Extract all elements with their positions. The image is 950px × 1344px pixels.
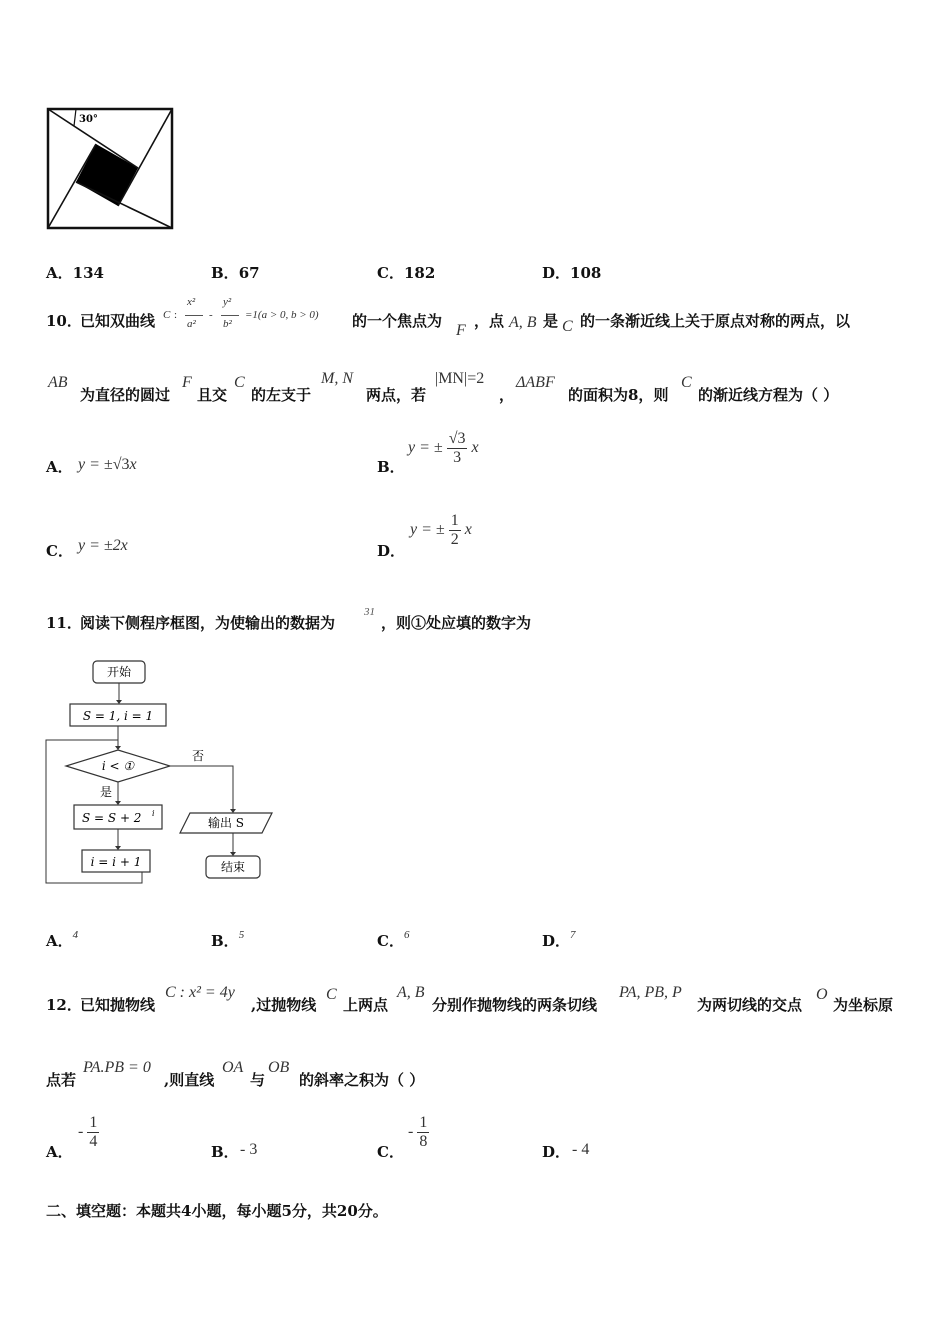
q10-text-12: 的渐近线方程为（ ） <box>698 386 839 404</box>
q10-math-MN: M, N <box>321 370 353 387</box>
q9-option-c: C．182 <box>377 264 436 282</box>
q10-math-AB2: AB <box>48 374 68 391</box>
q12-math-dot: PA.PB = 0 <box>83 1059 151 1076</box>
q12-option-d: - 4 <box>572 1141 590 1158</box>
q12-text-1: 已知抛物线 <box>80 996 156 1014</box>
q10-text-5: 的一条渐近线上关于原点对称的两点，以 <box>580 312 851 330</box>
flow-update-s: S = S + 2 <box>82 811 142 825</box>
q12-option-a-label: A． <box>46 1143 73 1161</box>
q10-option-d: y = ± $\frac{1}{2}$ x <box>410 512 472 548</box>
flow-condition: i < ① <box>101 759 135 773</box>
q12-number: 12． <box>46 996 82 1014</box>
q12-option-b: - 3 <box>240 1141 258 1158</box>
q10-text-6: 为直径的圆过 <box>80 386 171 404</box>
q12-option-a: - $\frac{1}{4}$ <box>78 1114 98 1150</box>
flowchart <box>42 656 282 892</box>
q12-text-2: ,过抛物线 <box>251 996 317 1014</box>
q10-text-3: ，点 <box>474 312 505 330</box>
flow-no: 否 <box>192 749 205 763</box>
q11-option-d: D．$^7$ <box>542 929 576 950</box>
q10-option-a-label: A． <box>46 458 73 476</box>
q12-math-C2: C <box>326 986 337 1003</box>
q12-text-8: ,则直线 <box>164 1071 215 1089</box>
q12-text-10: 的斜率之积为（ ） <box>299 1071 425 1089</box>
q10-math-triangle: ΔABF <box>516 374 555 391</box>
flow-init: S = 1, i = 1 <box>82 709 154 723</box>
q10-number: 10． <box>46 312 82 330</box>
q12-option-b-label: B． <box>211 1143 239 1161</box>
q11-option-a: A．$^4$ <box>46 929 79 950</box>
q10-text-4: 是 <box>543 312 559 330</box>
q11-option-b: B．$^5$ <box>211 929 245 950</box>
q12-text-6: 为坐标原 <box>833 996 894 1014</box>
flow-end: 结束 <box>220 860 246 874</box>
q10-math-C3: C <box>234 374 245 391</box>
angle-label: 30° <box>79 114 98 125</box>
q10-text-8: 的左支于 <box>251 386 312 404</box>
q12-math-PAPB: PA, PB, P <box>619 984 682 1001</box>
q10-math-MNabs: |MN|=2 <box>435 370 485 387</box>
q10-math-F: F <box>456 322 466 339</box>
q12-math-parabola: C : x² = 4y <box>165 984 235 1001</box>
q12-math-OB: OB <box>268 1059 290 1076</box>
q11-math-31: 31 <box>364 606 375 618</box>
q10-text-11: 的面积为8，则 <box>568 386 669 404</box>
square-figure <box>46 106 176 232</box>
q11-number: 11． <box>46 614 82 632</box>
q9-option-a: A．134 <box>46 264 104 282</box>
q12-math-OA: OA <box>222 1059 244 1076</box>
flow-update-i: i = i + 1 <box>90 855 142 869</box>
q12-option-c-label: C． <box>377 1143 404 1161</box>
q10-math-AB: A, B <box>509 314 537 331</box>
q11-option-c: C．$^6$ <box>377 929 410 950</box>
flow-output: 输出 S <box>207 816 245 830</box>
q10-math-F2: F <box>182 374 192 391</box>
q11-text-2: ，则①处应填的数字为 <box>381 614 532 632</box>
flow-exponent: i <box>152 809 155 818</box>
q10-text-10: ， <box>499 386 515 404</box>
q12-math-O: O <box>816 986 828 1003</box>
q12-option-c: - $\frac{1}{8}$ <box>408 1114 428 1150</box>
q12-text-3: 上两点 <box>343 996 389 1014</box>
section-2-heading: 二、填空题：本题共4小题，每小题5分，共20分。 <box>46 1202 388 1220</box>
q9-option-b: B．67 <box>211 264 260 282</box>
q10-text-9: 两点，若 <box>366 386 427 404</box>
q10-option-b: y = ± $\frac{√3}{3}$ x <box>408 430 479 466</box>
q11-text-1: 阅读下侧程序框图，为使输出的数据为 <box>80 614 336 632</box>
q12-text-4: 分别作抛物线的两条切线 <box>432 996 598 1014</box>
q10-text-7: 且交 <box>197 386 228 404</box>
q9-option-d: D．108 <box>542 264 602 282</box>
flow-start: 开始 <box>106 665 132 679</box>
q10-option-a: y = ±√3x <box>78 456 137 473</box>
q10-text-1: 已知双曲线 <box>80 312 156 330</box>
q10-option-d-label: D． <box>377 542 406 560</box>
q10-text-2: 的一个焦点为 <box>352 312 443 330</box>
q12-text-9: 与 <box>250 1071 266 1089</box>
q10-option-b-label: B． <box>377 458 405 476</box>
q12-text-7: 点若 <box>46 1071 77 1089</box>
q12-math-AB: A, B <box>397 984 425 1001</box>
q12-text-5: 为两切线的交点 <box>697 996 803 1014</box>
q10-option-c: y = ±2x <box>78 537 128 554</box>
q10-option-c-label: C． <box>46 542 73 560</box>
q10-math-C4: C <box>681 374 692 391</box>
q10-math-C2: C <box>562 318 573 335</box>
q12-option-d-label: D． <box>542 1143 571 1161</box>
flow-yes: 是 <box>100 785 113 799</box>
